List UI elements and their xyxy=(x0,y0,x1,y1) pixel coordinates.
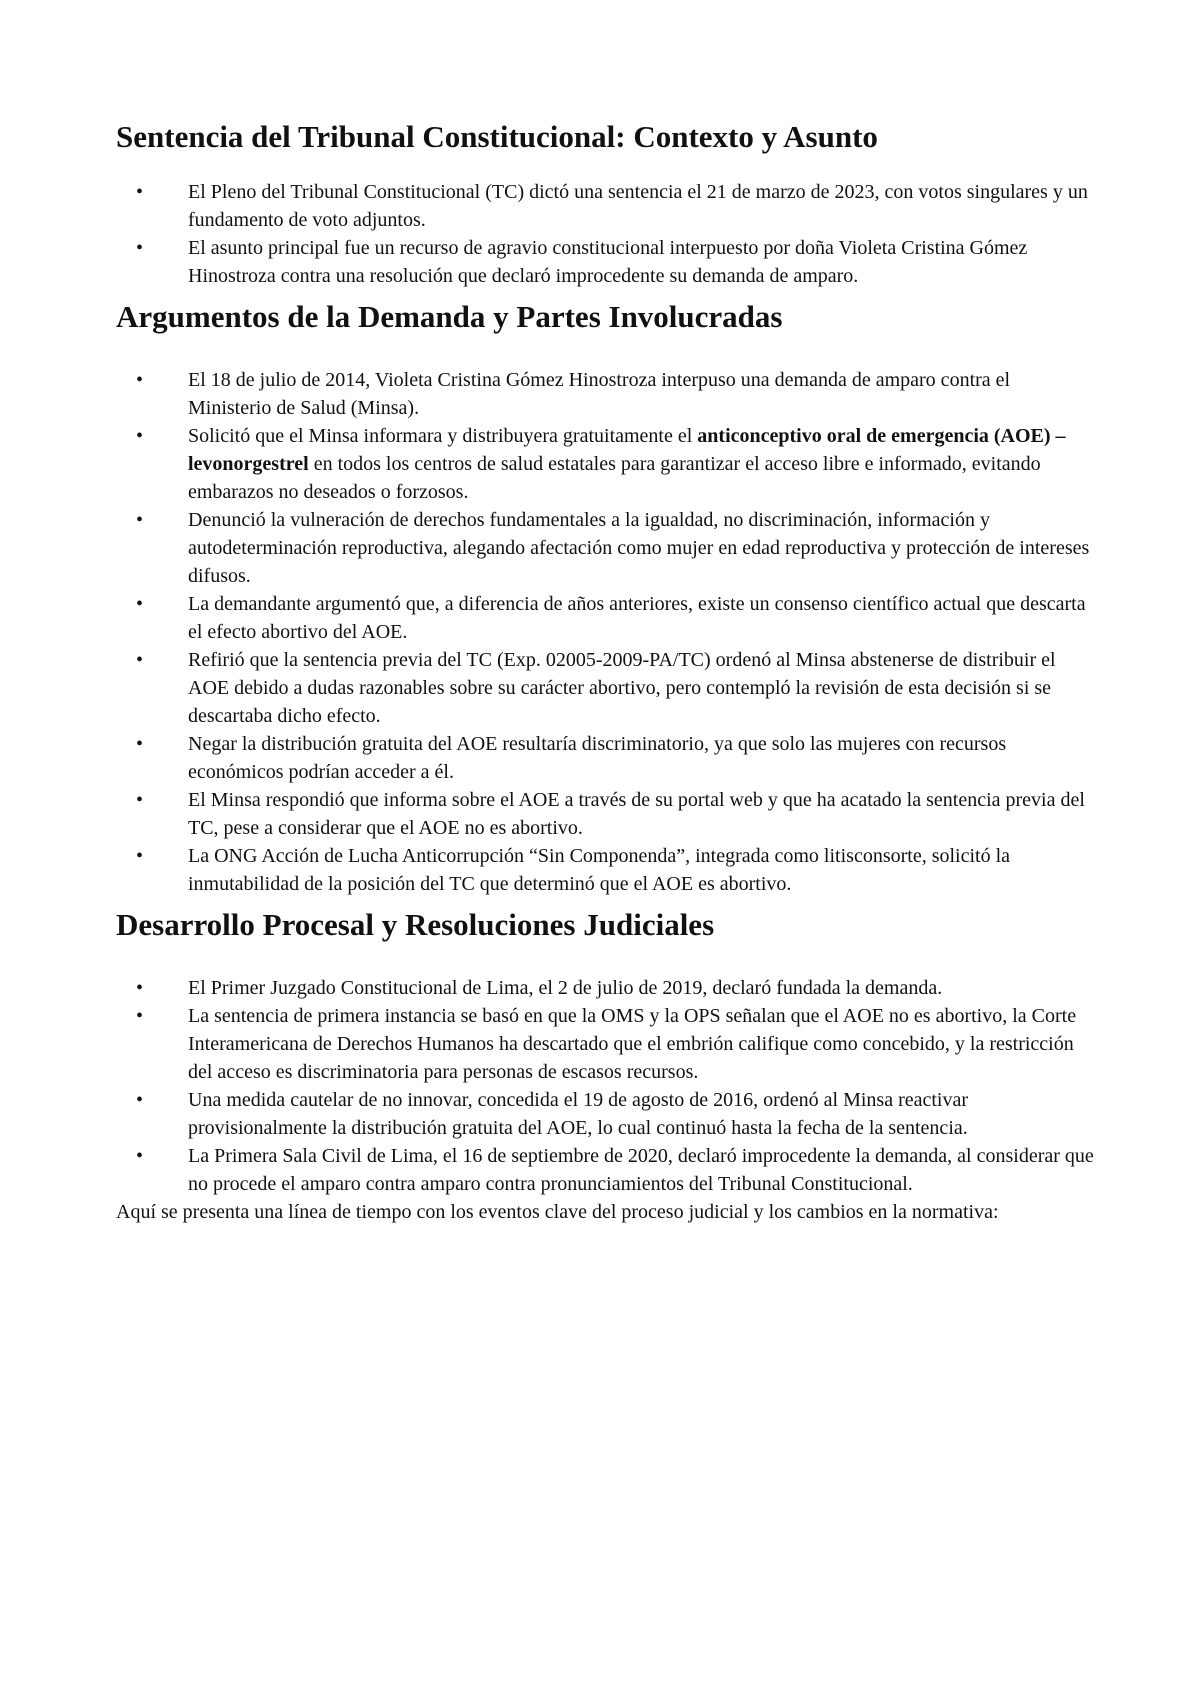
list-item xyxy=(116,786,1096,842)
list-item-text: La ONG Acción de Lucha Anticorrupción “Sin Componenda”, integrada como litisconsorte, solicitó la inmutabilidad de la posición del TC que determinó que el AOE es abortivo. xyxy=(188,845,1011,895)
list-item xyxy=(116,730,1096,786)
bullet-icon: • xyxy=(136,593,144,615)
list-item xyxy=(116,1086,1096,1142)
list-item xyxy=(116,178,1096,234)
bullet-icon: • xyxy=(136,369,144,391)
list-item-text: Denunció la vulneración de derechos fundamentales a la igualdad, no discriminación, información y autodeterminación reproductiva, alegando afectación como mujer en edad reproductiva y protección de intereses difusos. xyxy=(188,509,1090,587)
list-item-bold-text: anticonceptivo oral de emergencia (AOE) – levonorgestrel xyxy=(188,425,1066,475)
list-item xyxy=(116,1002,1096,1086)
bullet-icon: • xyxy=(136,509,144,531)
list-item xyxy=(116,646,1096,730)
list-item xyxy=(116,974,1096,1002)
document-page xyxy=(116,118,1096,1226)
bullet-icon: • xyxy=(136,1145,144,1167)
section-heading-contexto: Sentencia del Tribunal Constitucional: Contexto y Asunto xyxy=(116,119,878,154)
bullet-icon: • xyxy=(136,649,144,671)
bullet-icon: • xyxy=(136,181,144,203)
list-item-text: Una medida cautelar de no innovar, concedida el 19 de agosto de 2016, ordenó al Minsa reactivar provisionalmente la distribución gratuita del AOE, lo cual continuó hasta la fecha de la sentencia. xyxy=(188,1089,969,1139)
list-item-text: La demandante argumentó que, a diferencia de años anteriores, existe un consenso científico actual que descarta el efecto abortivo del AOE. xyxy=(188,593,1086,643)
bullet-icon: • xyxy=(136,845,144,867)
bullet-icon: • xyxy=(136,425,144,447)
bullet-icon: • xyxy=(136,237,144,259)
bullet-icon: • xyxy=(136,1005,144,1027)
list-item xyxy=(116,842,1096,898)
list-item-text: El asunto principal fue un recurso de agravio constitucional interpuesto por doña Violeta Cristina Gómez Hinostroza contra una resolución que declaró improcedente su demanda de amparo. xyxy=(188,237,1028,287)
closing-paragraph: Aquí se presenta una línea de tiempo con los eventos clave del proceso judicial y los cambios en la normativa: xyxy=(116,1201,999,1223)
bullet-icon: • xyxy=(136,1089,144,1111)
list-item xyxy=(116,1142,1096,1198)
list-item-text: El 18 de julio de 2014, Violeta Cristina Gómez Hinostroza interpuso una demanda de amparo contra el Ministerio de Salud (Minsa). xyxy=(188,369,1011,419)
list-item-text: La Primera Sala Civil de Lima, el 16 de septiembre de 2020, declaró improcedente la demanda, al considerar que no procede el amparo contra amparo contra pronunciamientos del Tribunal Constitucional. xyxy=(188,1145,1094,1195)
bullet-list-argumentos xyxy=(116,366,1096,898)
section-heading-desarrollo: Desarrollo Procesal y Resoluciones Judiciales xyxy=(116,907,715,942)
list-item xyxy=(116,506,1096,590)
bullet-icon: • xyxy=(136,733,144,755)
list-item-text: en todos los centros de salud estatales para garantizar el acceso libre e informado, evitando embarazos no deseados o forzosos. xyxy=(188,453,1041,503)
bullet-icon: • xyxy=(136,977,144,999)
list-item xyxy=(116,590,1096,646)
list-item xyxy=(116,422,1096,506)
list-item xyxy=(116,366,1096,422)
list-item-text: El Pleno del Tribunal Constitucional (TC) dictó una sentencia el 21 de marzo de 2023, con votos singulares y un fundamento de voto adjuntos. xyxy=(188,181,1088,231)
bullet-list-desarrollo xyxy=(116,974,1096,1198)
list-item-text: La sentencia de primera instancia se basó en que la OMS y la OPS señalan que el AOE no es abortivo, la Corte Interamericana de Derechos Humanos ha descartado que el embrión califique como concebido, y la restricción del acceso es discriminatoria para personas de escasos recursos. xyxy=(188,1005,1077,1083)
list-item xyxy=(116,234,1096,290)
bullet-icon: • xyxy=(136,789,144,811)
list-item-text: Refirió que la sentencia previa del TC (Exp. 02005-2009-PA/TC) ordenó al Minsa abstenerse de distribuir el AOE debido a dudas razonables sobre su carácter abortivo, pero contempló la revisión de esta decisión si se descartaba dicho efecto. xyxy=(188,649,1056,727)
list-item-text: Negar la distribución gratuita del AOE resultaría discriminatorio, ya que solo las mujeres con recursos económicos podrían acceder a él. xyxy=(188,733,1007,783)
list-item-text: El Minsa respondió que informa sobre el AOE a través de su portal web y que ha acatado la sentencia previa del TC, pese a considerar que el AOE no es abortivo. xyxy=(188,789,1085,839)
bullet-list-contexto xyxy=(116,178,1096,290)
section-heading-argumentos: Argumentos de la Demanda y Partes Involucradas xyxy=(116,299,783,334)
list-item-text: El Primer Juzgado Constitucional de Lima, el 2 de julio de 2019, declaró fundada la demanda. xyxy=(188,977,943,999)
list-item-text: Solicitó que el Minsa informara y distribuyera gratuitamente el xyxy=(188,425,698,447)
